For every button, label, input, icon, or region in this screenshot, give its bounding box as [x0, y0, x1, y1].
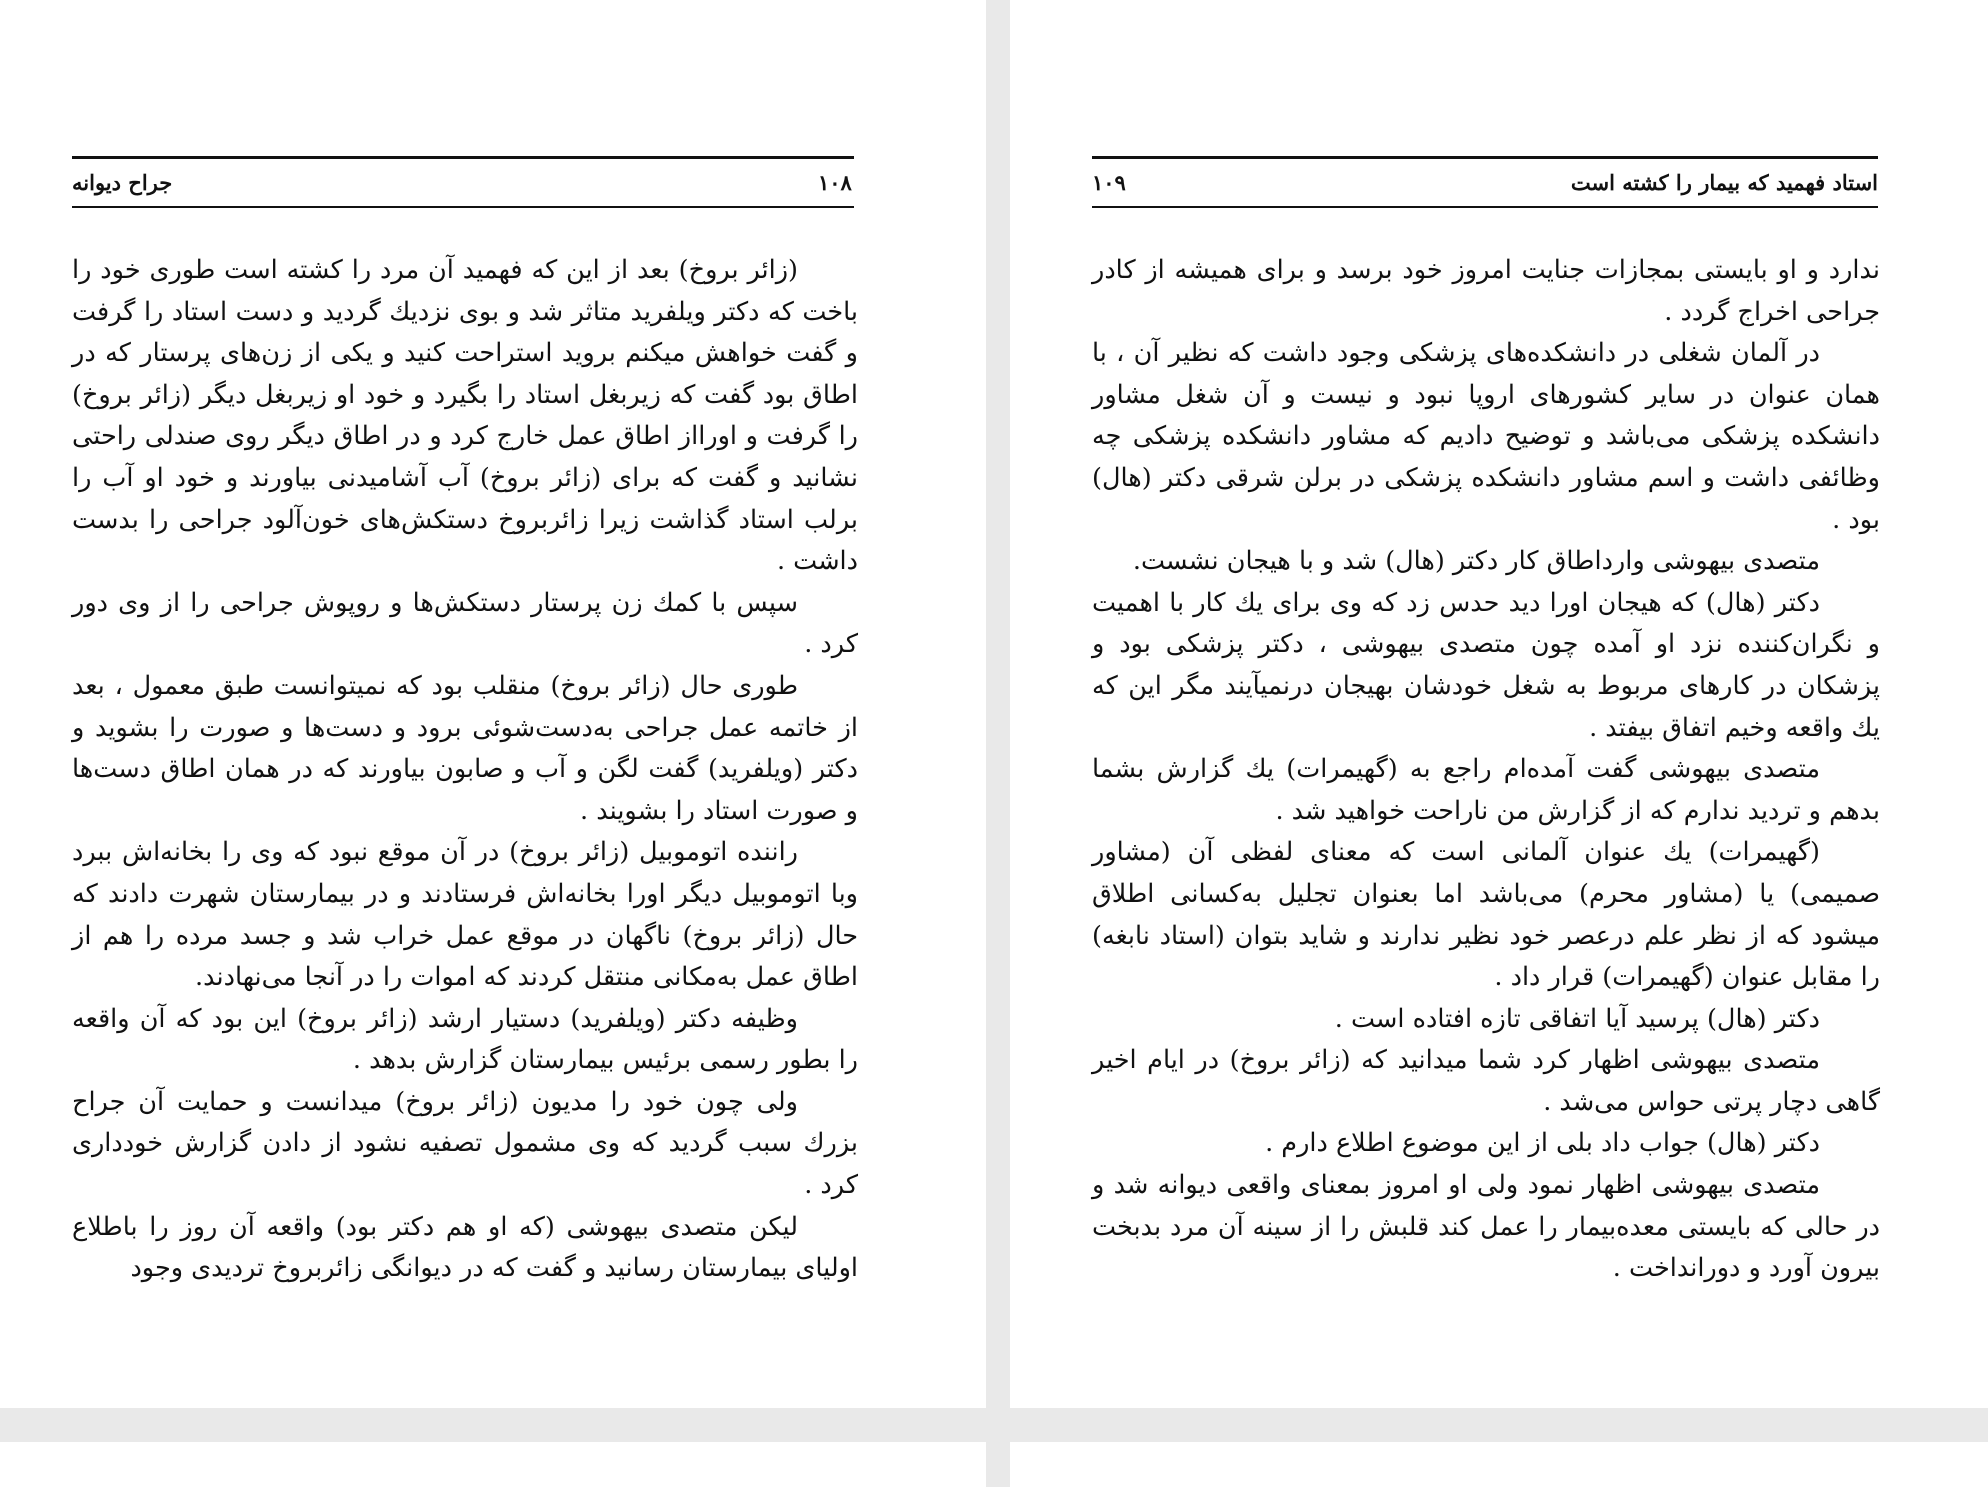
next-left-page [0, 1442, 986, 1487]
paragraph: (گهیمرات) یك عنوان آلمانی است که معنای لفظی آن (مشاور صمیمی) یا (مشاور محرم) می‌باشد اما بعنوان تجلیل به‌کسانی اطلاق میشود که از نظر علم درعصر خود نظیر ندارند و شاید بتوان (استاد نابغه) را مقابل عنوان (گهیمرات) قرار داد . [1092, 837, 1880, 993]
running-head: استاد فهمید که بیمار را کشته است [1570, 170, 1878, 195]
left-page [0, 0, 986, 1408]
header-bottom-rule [72, 206, 854, 208]
page-body [72, 250, 858, 1360]
paragraph: وظیفه دکتر (ویلفرید) دستیار ارشد (زائر بروخ) این بود که آن واقعه را بطور رسمی برئیس بیمارستان گزارش بدهد . [72, 1003, 858, 1076]
paragraph: ولی چون خود را مدیون (زائر بروخ) میدانست و حمایت آن جراح بزرك سبب گردید که وی مشمول تصفیه نشود از دادن گزارش خودداری کرد . [72, 1086, 858, 1201]
page-number: ۱۰۸ [818, 170, 852, 195]
paragraph: (زائر بروخ) بعد از این که فهمید آن مرد را کشته است طوری خود را باخت که دکتر ویلفرید متاثر شد و بوی نزدیك گردید و دست استاد را گرفت و گفت خواهش میکنم بروید استراحت کنید و یکی از زن‌های پرستار که در اطاق بود گفت که زیربغل استاد را بگیرد و خود او زیربغل دیگر (زائر بروخ) را گرفت و اورااز اطاق عمل خارج کرد و در اطاق دیگر روی صندلی راحتی نشانید و گفت که برای (زائر بروخ) آب آشامیدنی بیاورند و خود او آب را برلب استاد گذاشت زیرا زائربروخ دستکش‌های خون‌آلود جراحی را بدست داشت . [72, 255, 859, 577]
next-right-page [1010, 1442, 1988, 1487]
paragraph: متصدی بیهوشی اظهار کرد شما میدانید که (زائر بروخ) در ایام اخیر گاهی دچار پرتی حواس می‌شد . [1092, 1045, 1880, 1117]
right-page [1010, 0, 1988, 1408]
header-top-rule [72, 156, 854, 159]
paragraph: دکتر (هال) که هیجان اورا دید حدس زد که وی برای یك کار با اهمیت و نگران‌کننده نزد او آمده چون متصدی بیهوشی ، دکتر پزشکی بود و پزشکان در کارهای مربوط به شغل خودشان بهیجان درنمیآیند مگر این که یك واقعه وخیم اتفاق بیفتد . [1092, 587, 1880, 743]
paragraph: در آلمان شغلی در دانشکده‌های پزشکی وجود داشت که نظیر آن ، با همان عنوان در سایر کشورهای اروپا نبود و نیست و آن شغل مشاور دانشکده پزشکی می‌باشد و توضیح دادیم که مشاور دانشکده پزشکی چه وظائفی داشت و اسم مشاور دانشکده پزشکی در برلن شرقی دکتر (هال) بود . [1092, 338, 1880, 535]
paragraph: طوری حال (زائر بروخ) منقلب بود که نمیتوانست طبق معمول ، بعد از خاتمه عمل جراحی به‌دست‌شوئی برود و دست‌ها و صورت را بشوید و دکتر (ویلفرید) گفت لگن و آب و صابون بیاورند که در همان اطاق دست‌ها و صورت استاد را بشویند . [72, 670, 858, 826]
paragraph: متصدی بیهوشی وارداطاق کار دکتر (هال) شد و با هیجان نشست. [1132, 546, 1820, 577]
running-head: جراح دیوانه [72, 170, 173, 195]
header-top-rule [1092, 156, 1878, 159]
paragraph: متصدی بیهوشی گفت آمده‌ام راجع به (گهیمرات) یك گزارش بشما بدهم و تردید ندارم که از گزارش من ناراحت خواهید شد . [1092, 754, 1880, 826]
paragraph: دکتر (هال) پرسید آیا اتفاقی تازه افتاده است . [1334, 1003, 1820, 1034]
paragraph: سپس با کمك زن پرستار دستکش‌ها و روپوش جراحی را از وی دور کرد . [72, 587, 858, 660]
page-body [1092, 250, 1880, 1330]
paragraph: لیکن متصدی بیهوشی (که او هم دکتر بود) واقعه آن روز را باطلاع اولیای بیمارستان رسانید و گفت که در دیوانگی زائربروخ تردیدی وجود [72, 1211, 858, 1284]
paragraph: متصدی بیهوشی اظهار نمود ولی او امروز بمعنای واقعی دیوانه شد و در حالی که بایستی معده‌بیمار را عمل کند قلبش را از سینه آن مرد بدبخت بیرون آورد و دورانداخت . [1092, 1170, 1880, 1284]
page-number: ۱۰۹ [1092, 170, 1126, 195]
paragraph: دکتر (هال) جواب داد بلی از این موضوع اطلاع دارم . [1265, 1128, 1820, 1159]
paragraph: ندارد و او بایستی بمجازات جنایت امروز خود برسد و برای همیشه از کادر جراحی اخراج گردد . [1092, 255, 1880, 327]
paragraph: راننده اتوموبیل (زائر بروخ) در آن موقع نبود که وی را بخانه‌اش ببرد وبا اتوموبیل دیگر اورا بخانه‌اش فرستادند و در بیمارستان شهرت دادند که حال (زائر بروخ) ناگهان در موقع عمل خراب شد و جسد مرده را هم از اطاق عمل به‌مکانی منتقل کردند که اموات را در آنجا می‌نهادند. [72, 837, 858, 993]
header-bottom-rule [1092, 206, 1878, 208]
